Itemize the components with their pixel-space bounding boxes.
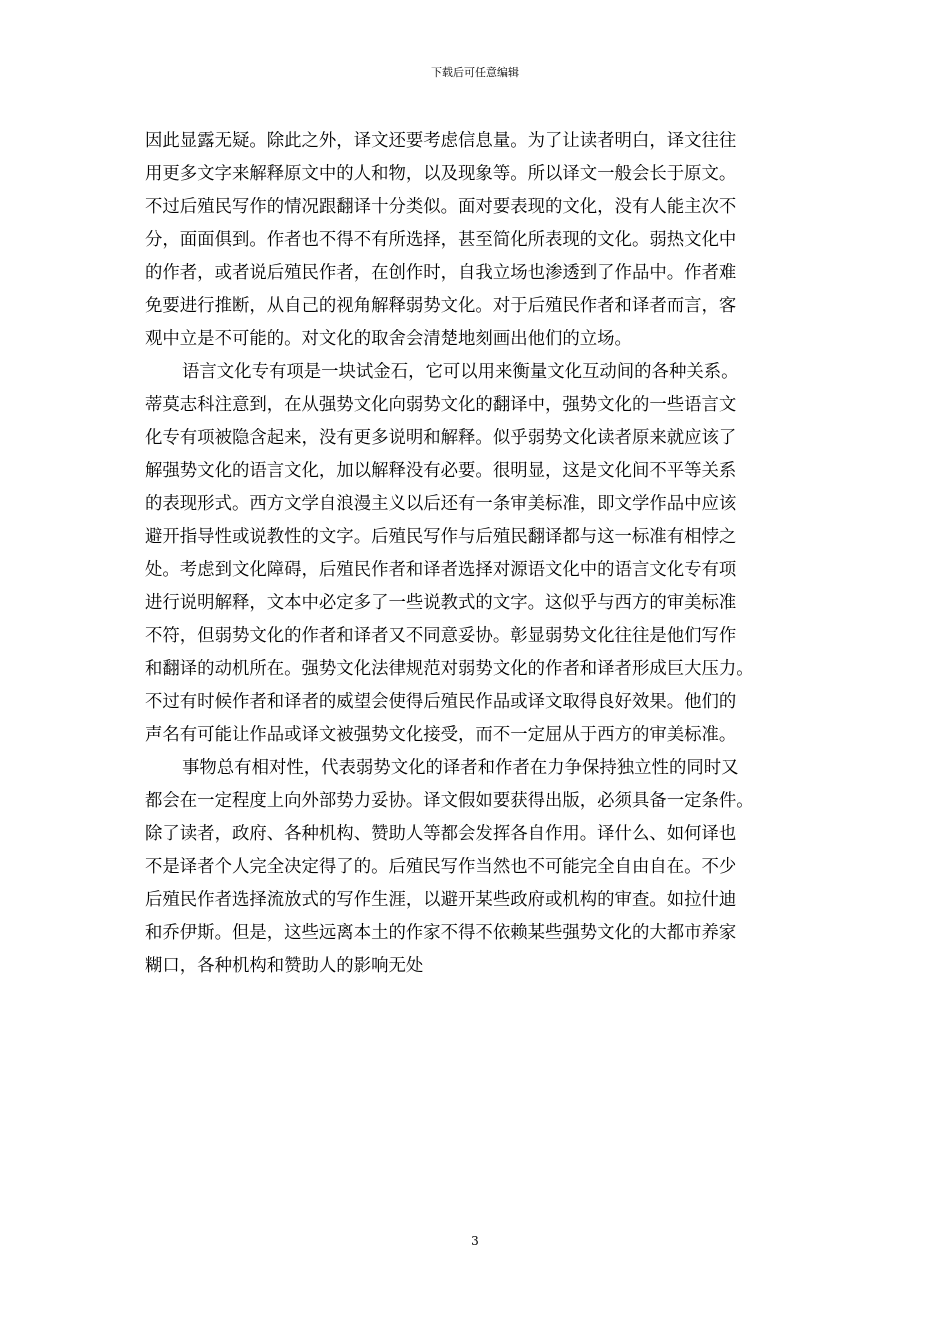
text-line: 分，面面俱到。作者也不得不有所选择，甚至简化所表现的文化。弱热文化中 [145,230,737,250]
text-line: 解强势文化的语言文化，加以解释没有必要。很明显，这是文化间不平等关系 [145,461,737,481]
text-line: 因此显露无疑。除此之外，译文还要考虑信息量。为了让读者明白，译文往往 [145,131,737,151]
text-line: 除了读者，政府、各种机构、赞助人等都会发挥各自作用。译什么、如何译也 [145,824,737,844]
text-line: 都会在一定程度上向外部势力妥协。译文假如要获得出版，必须具备一定条件。 [145,791,754,811]
page-header: 下载后可任意编辑 [431,66,519,79]
text-line: 不符，但弱势文化的作者和译者又不同意妥协。彰显弱势文化往往是他们写作 [145,626,737,646]
text-line: 后殖民作者选择流放式的写作生涯，以避开某些政府或机构的审查。如拉什迪 [145,890,737,910]
text-line: 不过有时候作者和译者的威望会使得后殖民作品或译文取得良好效果。他们的 [145,692,737,712]
text-line: 声名有可能让作品或译文被强势文化接受，而不一定屈从于西方的审美标准。 [145,725,737,745]
text-line: 观中立是不可能的。对文化的取舍会清楚地刻画出他们的立场。 [145,329,632,349]
text-line: 的表现形式。西方文学自浪漫主义以后还有一条审美标准，即文学作品中应该 [145,494,737,514]
text-line: 蒂莫志科注意到，在从强势文化向弱势文化的翻译中，强势文化的一些语言文 [145,395,737,415]
text-line: 的作者，或者说后殖民作者，在创作时，自我立场也渗透到了作品中。作者难 [145,263,737,283]
paragraph-first-line: 事物总有相对性，代表弱势文化的译者和作者在力争保持独立性的同时又 [182,758,739,778]
text-line: 和翻译的动机所在。强势文化法律规范对弱势文化的作者和译者形成巨大压力。 [145,659,754,679]
text-line: 避开指导性或说教性的文字。后殖民写作与后殖民翻译都与这一标准有相悖之 [145,527,737,547]
paragraph-first-line: 语言文化专有项是一块试金石，它可以用来衡量文化互动间的各种关系。 [182,362,739,382]
body-text [145,125,805,983]
page-number: 3 [471,1234,479,1248]
text-line: 和乔伊斯。但是，这些远离本土的作家不得不依赖某些强势文化的大都市养家 [145,923,737,943]
text-line: 化专有项被隐含起来，没有更多说明和解释。似乎弱势文化读者原来就应该了 [145,428,737,448]
text-line: 不过后殖民写作的情况跟翻译十分类似。面对要表现的文化，没有人能主次不 [145,197,737,217]
text-line: 糊口，各种机构和赞助人的影响无处 [145,956,424,976]
text-line: 处。考虑到文化障碍，后殖民作者和译者选择对源语文化中的语言文化专有项 [145,560,737,580]
text-line: 不是译者个人完全决定得了的。后殖民写作当然也不可能完全自由自在。不少 [145,857,737,877]
text-line: 用更多文字来解释原文中的人和物，以及现象等。所以译文一般会长于原文。 [145,164,737,184]
text-line: 进行说明解释，文本中必定多了一些说教式的文字。这似乎与西方的审美标准 [145,593,737,613]
text-line: 免要进行推断，从自己的视角解释弱势文化。对于后殖民作者和译者而言，客 [145,296,737,316]
